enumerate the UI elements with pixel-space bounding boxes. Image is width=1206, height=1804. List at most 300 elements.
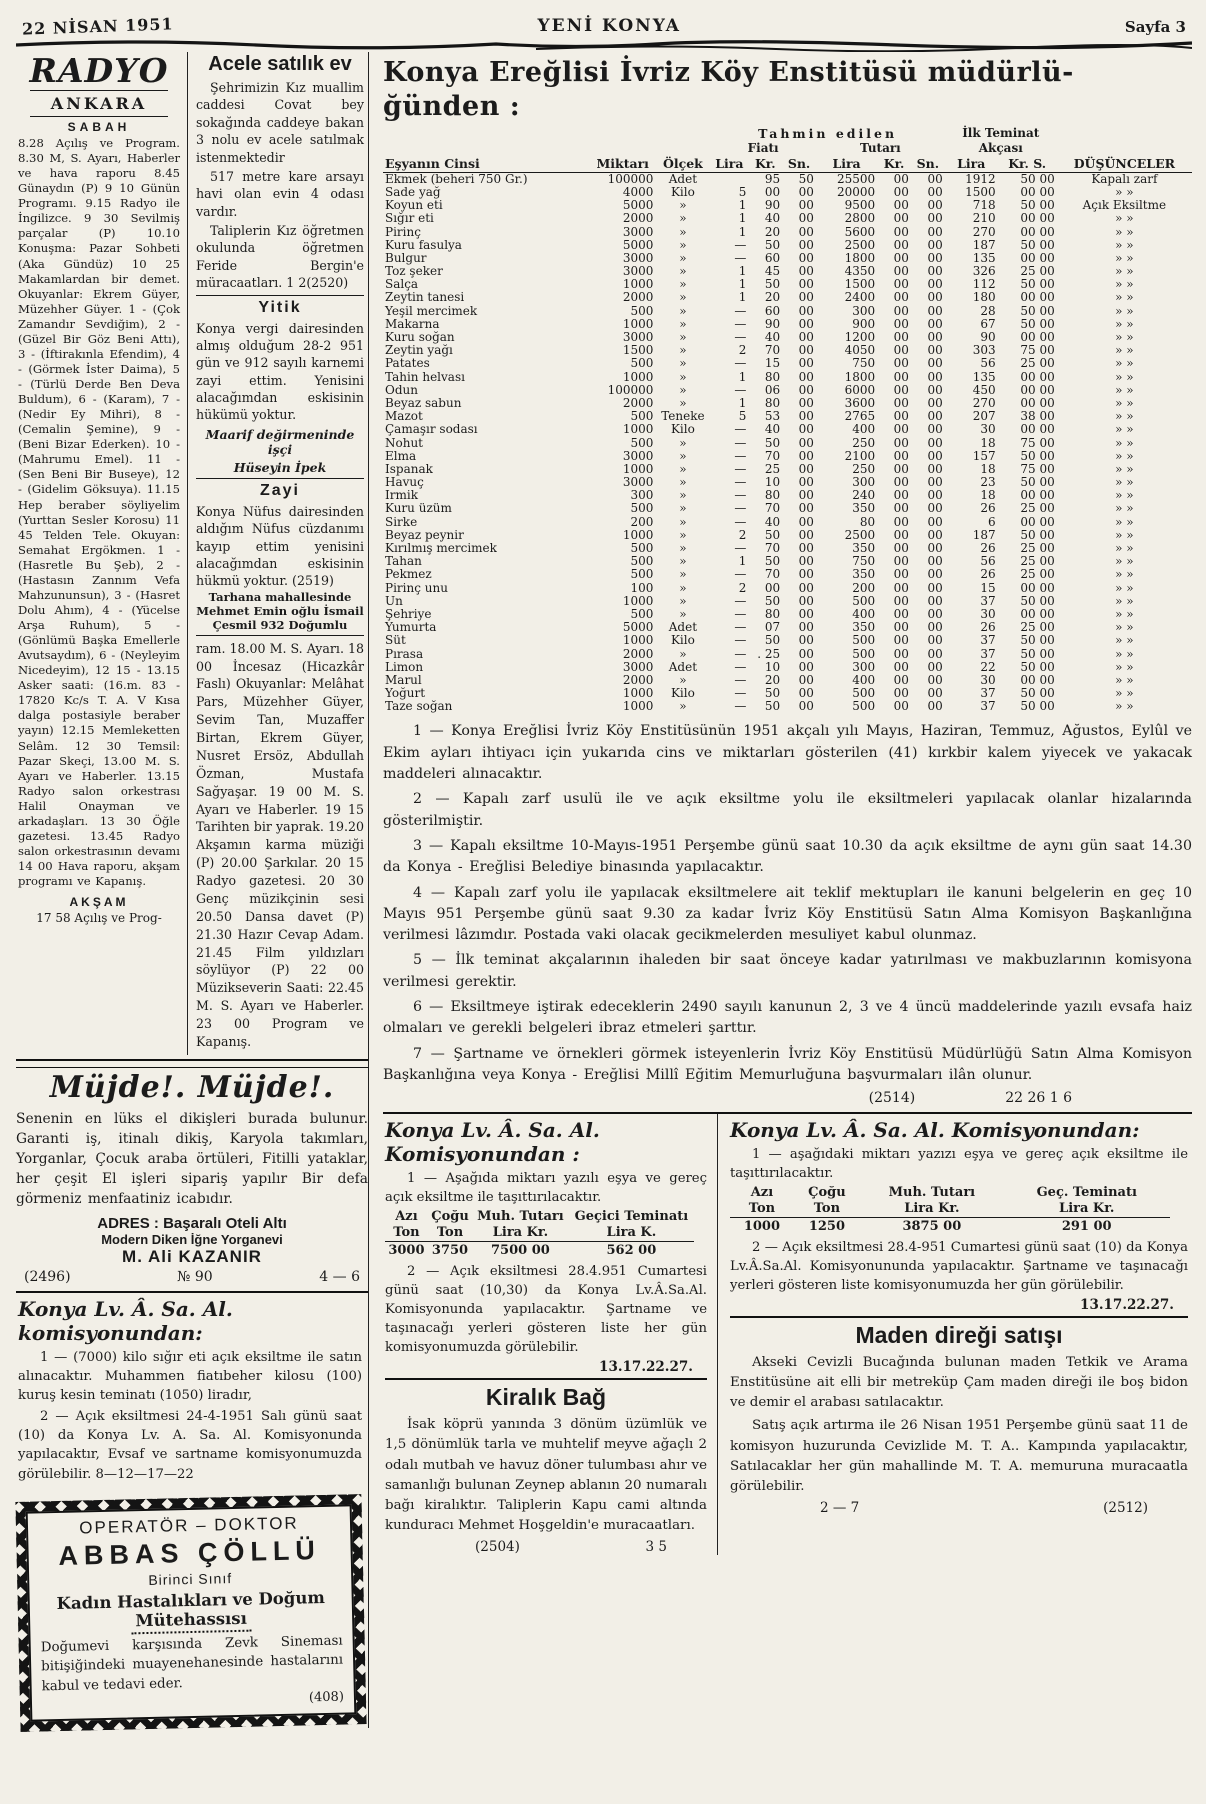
goods-teminat-lira: 135 [972, 251, 996, 265]
goods-tutar-sn: 00 [927, 370, 943, 384]
goods-tutar-kr: 00 [893, 607, 909, 621]
mujde-ref: (2496) [24, 1268, 71, 1285]
komisyon2-col-header: Çoğu Ton [428, 1209, 472, 1241]
goods-fiat-sn: 00 [798, 238, 814, 252]
goods-fiat-lira: 1 [738, 396, 747, 410]
goods-tutar-kr: 00 [893, 383, 909, 397]
goods-tutar-kr: 00 [893, 185, 909, 199]
goods-miktar: 500 [630, 410, 654, 424]
goods-fiat-lira: — [734, 673, 747, 687]
bottom-middle-column [383, 1114, 718, 1555]
goods-name: Zeytin tanesi [385, 291, 465, 305]
goods-tutar-sn: 00 [927, 172, 943, 186]
condition-paragraph: 4 — Kapalı zarf yolu ile yapılacak eksiltmelere ait teklif mektupları ile kanuni belgelerin en geç 10 Mayıs 951 Perşembe günü saat 9.30 za kadar İvriz Köy Enstitüsü Satın Alma Komisyon Başkanlığına verilmesi lâzımdır. Postada vaki olacak gecikmelerden mesuliyet kabul olunmaz. [383, 884, 1192, 944]
goods-fiat-lira: — [734, 660, 747, 674]
goods-tutar-kr: 00 [893, 304, 909, 318]
goods-name: Koyun eti [385, 199, 443, 213]
goods-tutar-lira: 1500 [844, 278, 876, 292]
goods-miktar: 3000 [622, 449, 654, 463]
goods-miktar: 500 [630, 304, 654, 318]
goods-name: Pirinç unu [385, 581, 448, 595]
goods-dusunce: » » [1115, 383, 1134, 397]
divider [196, 295, 364, 296]
goods-row [383, 542, 1192, 555]
komisyon3-table [730, 1185, 1170, 1234]
komisyon2-value: 7500 00 [491, 1242, 550, 1258]
goods-tutar-lira: 2500 [844, 238, 876, 252]
goods-tutar-sn: 00 [927, 594, 943, 608]
goods-tutar-lira: 2400 [844, 291, 876, 305]
goods-fiat-lira: 2 [738, 344, 747, 358]
komisyon3-intro: 1 — aşağıdaki miktarı yazızı eşya ve gereç açık eksiltme ile taşıttırılacaktır. [730, 1147, 1188, 1182]
goods-tutar-lira: 240 [852, 489, 876, 503]
goods-fiat-lira: — [734, 331, 747, 344]
goods-name: Limon [385, 660, 424, 674]
goods-fiat-sn: 00 [798, 607, 814, 621]
goods-tutar-sn: 00 [927, 396, 943, 410]
goods-tutar-lira: 20000 [836, 185, 876, 199]
goods-dusunce: » » [1115, 238, 1134, 252]
col-fiat-sn: Sn. [782, 156, 816, 172]
header-tahmin-edilen: Tahmin edilen [758, 125, 898, 141]
goods-table [383, 126, 1192, 714]
goods-tutar-lira: 3600 [844, 396, 876, 410]
goods-fiat-lira: 1 [738, 370, 747, 384]
goods-tutar-kr: 00 [893, 410, 909, 424]
goods-name: Sığır eti [385, 212, 434, 226]
goods-fiat-sn: 00 [798, 291, 814, 305]
goods-tutar-sn: 00 [927, 687, 943, 701]
goods-teminat-lira: 26 [980, 502, 996, 516]
goods-fiat-kr: 10 [764, 660, 781, 674]
double-rule [16, 1059, 368, 1068]
goods-olcek: » [679, 568, 687, 582]
goods-row [383, 291, 1192, 304]
goods-tutar-sn: 00 [927, 436, 943, 450]
classified-paragraph: Taliplerin Kız öğretmen okulunda öğretmen Feride Bergin'e müracaatları. 1 2(2520) [196, 223, 364, 291]
col-esyanin-cinsi: Eşyanın Cinsi [383, 156, 590, 172]
goods-row [383, 344, 1192, 357]
abbas-body: Doğumevi karşısında Zevk Sineması bitişiğindeki muayenehanesinde hastalarını kabul ve tedavi eder. [40, 1633, 344, 1695]
goods-fiat-lira: 1 [738, 278, 747, 292]
goods-row [383, 318, 1192, 331]
goods-row [383, 582, 1192, 595]
goods-olcek: » [679, 449, 687, 463]
goods-teminat-lira: 22 [980, 660, 996, 674]
goods-teminat-krs: 00 00 [1020, 185, 1055, 199]
goods-dusunce: » » [1115, 317, 1134, 331]
goods-miktar: 100 [630, 581, 654, 595]
goods-teminat-krs: 00 00 [1020, 607, 1055, 621]
goods-fiat-lira: — [734, 647, 747, 661]
goods-olcek: » [679, 436, 687, 450]
goods-row [383, 437, 1192, 450]
komisyon3-col-header: Muh. Tutarı Lira Kr. [860, 1185, 1004, 1217]
goods-fiat-kr: 00 [764, 581, 781, 595]
abbas-name: ABBAS ÇÖLLÜ [58, 1534, 322, 1571]
yitik-signature-2: Hüseyin İpek [233, 459, 327, 475]
goods-tutar-kr: 00 [893, 673, 909, 687]
goods-fiat-sn: 00 [798, 449, 814, 463]
goods-teminat-krs: 50 00 [1020, 594, 1055, 608]
goods-miktar: 5000 [622, 621, 654, 635]
goods-fiat-kr: 80 [764, 607, 781, 621]
goods-tutar-lira: 500 [852, 594, 876, 608]
goods-teminat-krs: 00 00 [1020, 673, 1055, 687]
goods-fiat-lira: — [734, 383, 747, 397]
goods-dusunce: Açık Eksiltme [1082, 199, 1167, 213]
goods-teminat-krs: 25 00 [1020, 568, 1055, 582]
goods-tutar-sn: 00 [927, 291, 943, 305]
goods-tutar-kr: 00 [893, 331, 909, 344]
goods-row [383, 371, 1192, 384]
goods-tutar-sn: 00 [927, 621, 943, 635]
goods-dusunce: » » [1115, 304, 1134, 318]
mujde-body: Senenin en lüks el dikişleri burada bulunur. Garanti iş, itinalı dikiş, Karyola takımları, Yorganlar, Çocuk araba örtüleri, Fitilli yataklar, her çeşit El işleri sipariş yapılır Bir defa görmeniz menfaatiniz icabıdır. [16, 1110, 368, 1207]
goods-tutar-lira: 500 [852, 634, 876, 648]
goods-olcek: » [679, 265, 687, 279]
goods-tutar-sn: 00 [927, 199, 943, 213]
goods-row [383, 305, 1192, 318]
goods-teminat-lira: 23 [980, 476, 996, 490]
goods-name: İspanak [385, 462, 433, 476]
goods-teminat-lira: 187 [972, 238, 996, 252]
goods-olcek: » [679, 542, 687, 555]
goods-tutar-lira: 1800 [844, 370, 876, 384]
col-fiat-kr: Kr. [748, 156, 782, 172]
goods-fiat-lira: — [734, 700, 747, 714]
goods-tutar-kr: 00 [893, 357, 909, 371]
goods-row [383, 648, 1192, 661]
goods-dusunce: » » [1115, 251, 1134, 265]
goods-dusunce: » » [1115, 502, 1134, 516]
goods-teminat-lira: 270 [972, 396, 996, 410]
goods-fiat-sn: 00 [798, 489, 814, 503]
goods-fiat-sn: 00 [798, 396, 814, 410]
goods-miktar: 500 [630, 542, 654, 555]
goods-fiat-lira: 5 [738, 410, 747, 424]
zayi-title: Zayi [259, 481, 300, 499]
goods-olcek: » [679, 555, 687, 569]
goods-name: Odun [385, 383, 418, 397]
goods-name: Mazot [385, 410, 423, 424]
page-body [16, 52, 1192, 1728]
goods-teminat-krs: 50 00 [1020, 278, 1055, 292]
goods-fiat-lira: — [734, 476, 747, 490]
col-miktari: Miktarı [590, 156, 655, 172]
maden-ref: (2512) [1103, 1499, 1148, 1516]
goods-name: Kuru üzüm [385, 502, 452, 516]
goods-dusunce: » » [1115, 185, 1134, 199]
goods-fiat-sn: 00 [798, 660, 814, 674]
komisyon2-dates: 13.17.22.27. [599, 1359, 693, 1376]
goods-name: Beyaz sabun [385, 396, 462, 410]
komisyon3-col-header: Geç. Teminatı Lira Kr. [1004, 1185, 1170, 1217]
goods-olcek: » [679, 383, 687, 397]
goods-teminat-krs: 50 00 [1020, 317, 1055, 331]
goods-miktar: 500 [630, 568, 654, 582]
goods-olcek: Kilo [670, 687, 695, 701]
goods-fiat-lira: — [734, 449, 747, 463]
goods-fiat-kr: 40 [764, 212, 781, 226]
goods-fiat-sn: 00 [798, 278, 814, 292]
goods-teminat-krs: 00 00 [1020, 331, 1055, 344]
goods-olcek: » [679, 647, 687, 661]
goods-row [383, 410, 1192, 423]
goods-teminat-lira: 37 [980, 700, 996, 714]
goods-teminat-lira: 1500 [965, 185, 996, 199]
goods-fiat-sn: 00 [798, 634, 814, 648]
goods-miktar: 2000 [622, 396, 654, 410]
goods-teminat-krs: 75 00 [1020, 344, 1055, 358]
goods-tutar-kr: 00 [893, 621, 909, 635]
goods-tutar-sn: 00 [927, 502, 943, 516]
goods-tutar-sn: 00 [927, 423, 943, 437]
goods-tutar-kr: 00 [893, 476, 909, 490]
goods-row [383, 265, 1192, 278]
goods-tutar-kr: 00 [893, 660, 909, 674]
goods-fiat-kr: 60 [764, 304, 781, 318]
goods-dusunce: » » [1115, 357, 1134, 371]
goods-tutar-kr: 00 [893, 515, 909, 529]
goods-tutar-sn: 00 [927, 238, 943, 252]
classified-paragraph: Şehrimizin Kız muallim caddesi Covat bey sokağında caddeye bakan 3 nolu ev acele satılmak istenmektedir [196, 80, 364, 165]
goods-tutar-sn: 00 [927, 528, 943, 542]
goods-miktar: 1000 [622, 423, 654, 437]
goods-fiat-lira: — [734, 489, 747, 503]
goods-row [383, 661, 1192, 674]
goods-name: Beyaz peynir [385, 528, 464, 542]
goods-tutar-lira: 400 [852, 607, 876, 621]
goods-miktar: 1000 [622, 317, 654, 331]
goods-fiat-sn: 00 [798, 502, 814, 516]
goods-teminat-krs: 50 00 [1020, 304, 1055, 318]
goods-tutar-kr: 00 [893, 344, 909, 358]
komisyon2-col-header: Azı Ton [385, 1209, 428, 1241]
goods-tutar-lira: 500 [852, 647, 876, 661]
goods-row [383, 516, 1192, 529]
goods-olcek: » [679, 225, 687, 239]
goods-miktar: 5000 [622, 238, 654, 252]
goods-dusunce: » » [1115, 278, 1134, 292]
goods-dusunce: » » [1115, 489, 1134, 503]
goods-tutar-kr: 00 [893, 238, 909, 252]
goods-tutar-kr: 00 [893, 370, 909, 384]
goods-teminat-krs: 50 00 [1020, 238, 1055, 252]
goods-tutar-lira: 300 [852, 304, 876, 318]
goods-fiat-sn: 00 [798, 515, 814, 529]
goods-tutar-lira: 80 [859, 515, 876, 529]
goods-name: Ekmek (beheri 750 Gr.) [385, 172, 528, 186]
goods-name: Yumurta [385, 621, 437, 635]
goods-fiat-sn: 00 [798, 199, 814, 213]
kiralik-ref: (2504) [475, 1539, 520, 1556]
goods-dusunce: » » [1115, 528, 1134, 542]
goods-teminat-lira: 67 [980, 317, 996, 331]
goods-fiat-sn: 00 [798, 436, 814, 450]
goods-fiat-lira: — [734, 594, 747, 608]
goods-dusunce: » » [1115, 542, 1134, 555]
komisyon2-col-header: Muh. Tutarı Lira Kr. [472, 1209, 569, 1241]
goods-teminat-krs: 38 00 [1020, 410, 1055, 424]
goods-teminat-lira: 37 [980, 594, 996, 608]
goods-row [383, 397, 1192, 410]
goods-fiat-kr: 50 [764, 238, 781, 252]
goods-row [383, 502, 1192, 515]
goods-teminat-krs: 00 00 [1020, 489, 1055, 503]
goods-tutar-lira: 250 [852, 436, 876, 450]
page-header [16, 14, 1192, 39]
goods-tutar-lira: 2765 [844, 410, 876, 424]
goods-miktar: 5000 [622, 199, 654, 213]
goods-fiat-lira: 1 [738, 199, 747, 213]
goods-olcek: » [679, 462, 687, 476]
goods-fiat-kr: 95 [764, 172, 781, 186]
goods-miktar: 1000 [622, 634, 654, 648]
goods-olcek: Kilo [670, 634, 695, 648]
komisyon1-paragraph: 1 — (7000) kilo sığır eti açık eksiltme ile satın alınacaktır. Muhammen fiatıbeher kilosu (100) kuruş kesin teminatı (1050) liradır, [18, 1349, 362, 1404]
komisyon2-intro: 1 — Aşağıda miktarı yazılı eşya ve gereç açık eksiltme ile taşıttırılacaktır. [385, 1171, 707, 1206]
col-tutar-sn: Sn. [911, 156, 945, 172]
goods-tutar-kr: 00 [893, 396, 909, 410]
goods-tutar-sn: 00 [927, 673, 943, 687]
goods-olcek: » [679, 396, 687, 410]
goods-tutar-kr: 00 [893, 489, 909, 503]
goods-dusunce: » » [1115, 449, 1134, 463]
zayi-body: Konya Nüfus dairesinden aldığım Nüfus cüzdanımı kayıp ettim yenisini alacağımdan eskisinin hükmü yoktur. (2519) [196, 503, 364, 589]
goods-tutar-sn: 00 [927, 515, 943, 529]
goods-row [383, 226, 1192, 239]
goods-fiat-lira: — [734, 357, 747, 371]
komisyon3-title: Konya Lv. Â. Sa. Al. Komisyonundan: [730, 1118, 1140, 1143]
goods-miktar: 2000 [622, 291, 654, 305]
goods-miktar: 1500 [622, 344, 654, 358]
goods-dusunce: » » [1115, 687, 1134, 701]
goods-fiat-lira: — [734, 436, 747, 450]
goods-miktar: 300 [630, 489, 654, 503]
goods-fiat-lira: — [734, 515, 747, 529]
goods-fiat-kr: 50 [764, 436, 781, 450]
mujde-dates: 4 — 6 [319, 1268, 360, 1285]
goods-fiat-lira: 1 [738, 555, 747, 569]
goods-fiat-sn: 00 [798, 581, 814, 595]
goods-fiat-kr: 80 [764, 370, 781, 384]
page-number: Sayfa 3 [1124, 18, 1186, 36]
goods-name: Pirinç [385, 225, 421, 239]
komisyon3-value: 1250 [808, 1218, 845, 1234]
komisyon3-col-header: Çoğu Ton [794, 1185, 860, 1217]
goods-tutar-kr: 00 [893, 172, 909, 186]
goods-olcek: Adet [668, 660, 698, 674]
goods-tutar-lira: 500 [852, 700, 876, 714]
col-fiat-lira: Lira [710, 156, 748, 172]
kiralik-body: İsak köprü yanında 3 dönüm üzümlük ve 1,5 dönümlük tarla ve muhtelif meyve ağaçlı 2 odalı mutbah ve havuz döner tulumbası ahır ve samanlığı bulunan Zeynep ablanın 20 numaralı bağı kiralıktır. Taliplerin Kapu cami altında kunduracı Mehmet Hoşgeldin'e muracaatları. [385, 1417, 707, 1533]
goods-name: Un [385, 594, 403, 608]
goods-fiat-lira: — [734, 568, 747, 582]
goods-teminat-krs: 00 00 [1020, 515, 1055, 529]
goods-tutar-kr: 00 [893, 291, 909, 305]
goods-olcek: » [679, 489, 687, 503]
goods-fiat-lira: — [734, 423, 747, 437]
goods-fiat-kr: 50 [764, 555, 781, 569]
goods-fiat-lira: — [734, 251, 747, 265]
goods-miktar: 500 [630, 502, 654, 516]
condition-paragraph: 3 — Kapalı eksiltme 10-Mayıs-1951 Perşembe günü saat 10.30 da açık eksiltme de aynı gün saat 14.30 da Konya - Ereğlisi Belediye binasında yapılacaktır. [383, 837, 1192, 876]
goods-teminat-krs: 50 00 [1020, 700, 1055, 714]
goods-tutar-sn: 00 [927, 647, 943, 661]
goods-fiat-sn: 00 [798, 462, 814, 476]
goods-tutar-sn: 00 [927, 568, 943, 582]
goods-miktar: 3000 [622, 476, 654, 490]
goods-name: Tahin helvası [385, 370, 465, 384]
goods-teminat-lira: 207 [972, 410, 996, 424]
goods-fiat-kr: 80 [764, 396, 781, 410]
goods-teminat-lira: 326 [972, 265, 996, 279]
goods-miktar: 3000 [622, 331, 654, 344]
goods-miktar: 4000 [622, 185, 654, 199]
goods-tutar-sn: 00 [927, 410, 943, 424]
goods-tutar-sn: 00 [927, 317, 943, 331]
goods-olcek: » [679, 700, 687, 714]
goods-row [383, 423, 1192, 436]
goods-teminat-lira: 37 [980, 634, 996, 648]
bottom-right-column [718, 1114, 1192, 1555]
goods-teminat-krs: 50 00 [1020, 647, 1055, 661]
goods-tutar-lira: 4350 [844, 265, 876, 279]
goods-dusunce: » » [1115, 370, 1134, 384]
goods-fiat-sn: 00 [798, 423, 814, 437]
goods-miktar: 100000 [607, 383, 654, 397]
goods-teminat-krs: 50 00 [1020, 634, 1055, 648]
goods-olcek: » [679, 607, 687, 621]
enstitu-heading: Konya Ereğlisi İvriz Köy Enstitüsü müdürlü- ğünden : [383, 57, 1074, 122]
goods-teminat-lira: 157 [972, 449, 996, 463]
goods-teminat-lira: 450 [972, 383, 996, 397]
goods-teminat-krs: 00 00 [1020, 396, 1055, 410]
goods-teminat-krs: 00 00 [1020, 291, 1055, 305]
goods-tutar-lira: 900 [852, 317, 876, 331]
goods-fiat-sn: 00 [798, 594, 814, 608]
goods-fiat-sn: 00 [798, 212, 814, 226]
goods-teminat-lira: 18 [980, 489, 996, 503]
goods-teminat-lira: 112 [972, 278, 996, 292]
goods-fiat-kr: 20 [764, 291, 781, 305]
goods-fiat-sn: 00 [798, 251, 814, 265]
goods-teminat-lira: 135 [972, 370, 996, 384]
goods-teminat-lira: 6 [987, 515, 996, 529]
goods-fiat-sn: 00 [798, 700, 814, 714]
goods-miktar: 1000 [622, 528, 654, 542]
komisyon2-value: 3000 [388, 1242, 425, 1258]
goods-tutar-kr: 00 [893, 212, 909, 226]
goods-fiat-kr: 70 [764, 449, 781, 463]
goods-teminat-krs: 25 00 [1020, 502, 1055, 516]
divider [196, 478, 364, 479]
goods-fiat-kr: 70 [764, 568, 781, 582]
goods-tutar-sn: 00 [927, 383, 943, 397]
abbas-ad-frame [15, 1494, 366, 1732]
goods-tutar-kr: 00 [893, 528, 909, 542]
goods-fiat-lira: 5 [738, 185, 747, 199]
goods-tutar-lira: 2100 [844, 449, 876, 463]
goods-miktar: 500 [630, 357, 654, 371]
maden-para2: Satış açık artırma ile 26 Nisan 1951 Perşembe günü saat 11 de komisyon huzurunda Cevizlide M. T. A.. Kampında yapılacaktır, Satılacaklar her gün mahallinde M. T. A. memuruna muracaatla görülebilir. [730, 1418, 1188, 1494]
goods-fiat-kr: 25 [764, 462, 781, 476]
goods-tutar-sn: 00 [927, 607, 943, 621]
goods-tutar-kr: 00 [893, 199, 909, 213]
goods-miktar: 2000 [622, 647, 654, 661]
goods-olcek: » [679, 581, 687, 595]
